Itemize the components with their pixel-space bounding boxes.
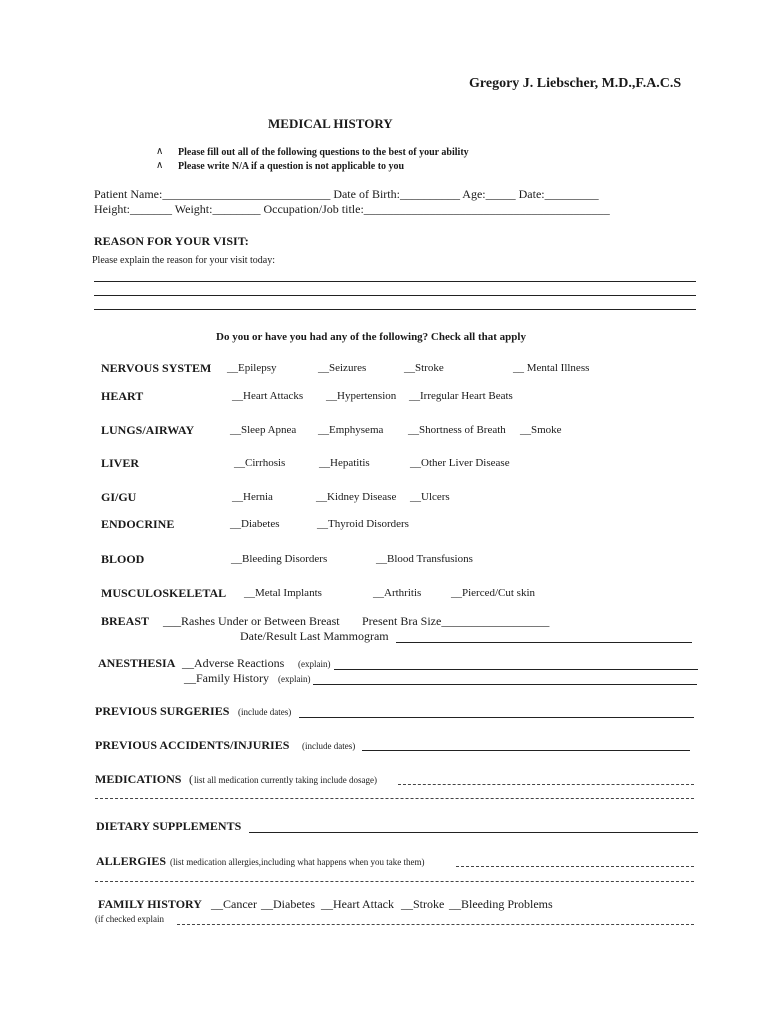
instruction-1: Please fill out all of the following questions to the best of your ability	[178, 147, 469, 158]
lungs-smoke-checkbox[interactable]: __Smoke	[520, 424, 562, 436]
lungs-emphysema-checkbox[interactable]: __Emphysema	[318, 424, 384, 436]
medications-line-2[interactable]	[95, 798, 694, 799]
nervous-seizures-checkbox[interactable]: __Seizures	[318, 362, 367, 374]
family-history-label: FAMILY HISTORY	[98, 897, 202, 911]
reason-line-3[interactable]	[94, 309, 696, 310]
allergies-line-2[interactable]	[95, 881, 694, 882]
allergies-line-1[interactable]	[456, 866, 694, 867]
blood-label: BLOOD	[101, 552, 145, 566]
musculo-metal-implants-checkbox[interactable]: __Metal Implants	[244, 587, 322, 599]
liver-other-disease-checkbox[interactable]: __Other Liver Disease	[410, 457, 510, 469]
medications-note: list all medication currently taking include dosage)	[194, 775, 377, 785]
liver-label: LIVER	[101, 456, 140, 470]
anesthesia-family-note: (explain)	[278, 674, 311, 684]
heart-label: HEART	[101, 389, 144, 403]
doctor-name: Gregory J. Liebscher, M.D.,F.A.C.S	[469, 76, 682, 91]
gigu-kidney-disease-checkbox[interactable]: __Kidney Disease	[316, 491, 397, 503]
reason-heading: REASON FOR YOUR VISIT:	[94, 234, 249, 248]
lungs-airway-label: LUNGS/AIRWAY	[101, 423, 195, 437]
anesthesia-family-checkbox[interactable]: __Family History	[184, 671, 270, 685]
family-stroke-checkbox[interactable]: __Stroke	[401, 897, 445, 911]
liver-cirrhosis-checkbox[interactable]: __Cirrhosis	[234, 457, 286, 469]
nervous-stroke-checkbox[interactable]: __Stroke	[404, 362, 444, 374]
family-bleeding-checkbox[interactable]: __Bleeding Problems	[449, 897, 553, 911]
accidents-note: (include dates)	[302, 741, 356, 751]
surgeries-line[interactable]	[299, 717, 694, 718]
nervous-epilepsy-checkbox[interactable]: __Epilepsy	[227, 362, 277, 374]
liver-hepatitis-checkbox[interactable]: __Hepatitis	[319, 457, 370, 469]
allergies-note: (list medication allergies,including what happens when you take them)	[170, 857, 425, 867]
anesthesia-family-line[interactable]	[313, 684, 697, 685]
page-title: MEDICAL HISTORY	[268, 116, 393, 131]
caret-bullet-icon: ∧	[156, 160, 164, 171]
family-heart-attack-checkbox[interactable]: __Heart Attack	[321, 897, 394, 911]
family-explain-line[interactable]	[177, 924, 694, 925]
mammogram-line[interactable]	[396, 642, 692, 643]
surgeries-note: (include dates)	[238, 707, 292, 717]
reason-line-2[interactable]	[94, 295, 696, 296]
heart-attacks-checkbox[interactable]: __Heart Attacks	[232, 390, 304, 402]
lungs-shortness-breath-checkbox[interactable]: __Shortness of Breath	[408, 424, 506, 436]
medications-line-1[interactable]	[398, 784, 694, 785]
breast-mammogram-label: Date/Result Last Mammogram	[240, 629, 389, 643]
gi-gu-label: GI/GU	[101, 490, 137, 504]
supplements-line[interactable]	[249, 832, 698, 833]
supplements-label: DIETARY SUPPLEMENTS	[96, 819, 242, 833]
anesthesia-adverse-line[interactable]	[334, 669, 698, 670]
caret-bullet-icon: ∧	[156, 146, 164, 157]
lungs-sleep-apnea-checkbox[interactable]: __Sleep Apnea	[230, 424, 297, 436]
family-explain-note: (if checked explain	[95, 914, 164, 924]
reason-prompt: Please explain the reason for your visit today:	[92, 255, 276, 266]
anesthesia-adverse-note: (explain)	[298, 659, 331, 669]
blood-transfusions-checkbox[interactable]: __Blood Transfusions	[376, 553, 473, 565]
breast-rashes-checkbox[interactable]: ___Rashes Under or Between Breast	[163, 614, 340, 628]
patient-info-row-1[interactable]: Patient Name:____________________________ Date of Birth:__________ Age:_____ Date:_________	[94, 187, 599, 201]
gigu-ulcers-checkbox[interactable]: __Ulcers	[410, 491, 450, 503]
accidents-label: PREVIOUS ACCIDENTS/INJURIES	[95, 738, 290, 752]
endocrine-label: ENDOCRINE	[101, 517, 175, 531]
breast-bra-size-field[interactable]: Present Bra Size__________________	[362, 614, 550, 628]
accidents-line[interactable]	[362, 750, 690, 751]
gigu-hernia-checkbox[interactable]: __Hernia	[232, 491, 273, 503]
instruction-2: Please write N/A if a question is not applicable to you	[178, 161, 405, 172]
medications-paren: (	[189, 772, 193, 786]
musculo-arthritis-checkbox[interactable]: __Arthritis	[373, 587, 422, 599]
endocrine-diabetes-checkbox[interactable]: __Diabetes	[230, 518, 280, 530]
anesthesia-label: ANESTHESIA	[98, 656, 176, 670]
musculoskeletal-label: MUSCULOSKELETAL	[101, 586, 227, 600]
musculo-pierced-skin-checkbox[interactable]: __Pierced/Cut skin	[451, 587, 536, 599]
nervous-system-label: NERVOUS SYSTEM	[101, 361, 212, 375]
checklist-heading: Do you or have you had any of the following? Check all that apply	[216, 331, 526, 343]
nervous-mental-illness-checkbox[interactable]: __ Mental Illness	[513, 362, 590, 374]
anesthesia-adverse-checkbox[interactable]: __Adverse Reactions	[182, 656, 285, 670]
medications-label: MEDICATIONS	[95, 772, 182, 786]
family-diabetes-checkbox[interactable]: __Diabetes	[261, 897, 315, 911]
blood-bleeding-disorders-checkbox[interactable]: __Bleeding Disorders	[231, 553, 328, 565]
reason-line-1[interactable]	[94, 281, 696, 282]
endocrine-thyroid-checkbox[interactable]: __Thyroid Disorders	[317, 518, 409, 530]
patient-info-row-2[interactable]: Height:_______ Weight:________ Occupation/Job title:_________________________________________	[94, 202, 610, 216]
heart-hypertension-checkbox[interactable]: __Hypertension	[326, 390, 397, 402]
allergies-label: ALLERGIES	[96, 854, 167, 868]
heart-irregular-beats-checkbox[interactable]: __Irregular Heart Beats	[409, 390, 513, 402]
family-cancer-checkbox[interactable]: __Cancer	[211, 897, 257, 911]
surgeries-label: PREVIOUS SURGERIES	[95, 704, 230, 718]
breast-label: BREAST	[101, 614, 150, 628]
